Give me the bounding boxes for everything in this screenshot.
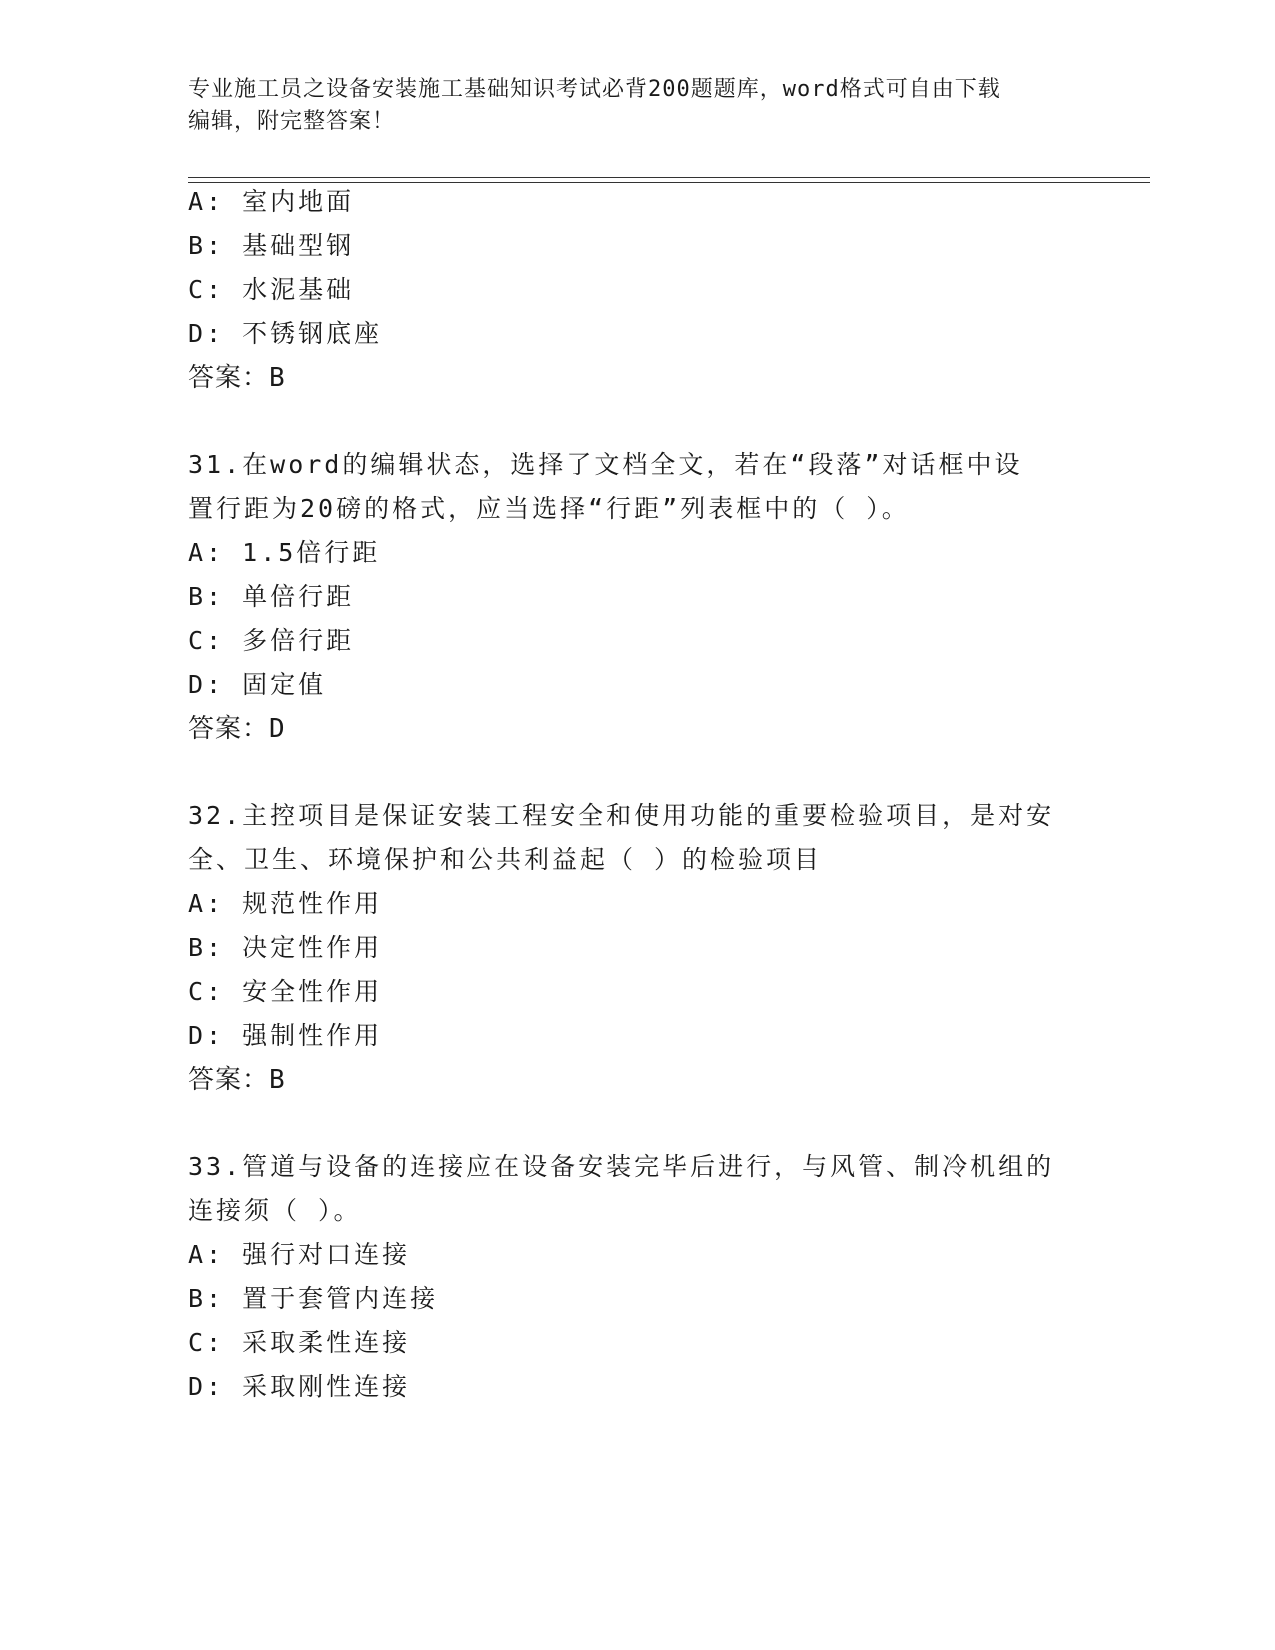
document-header (188, 74, 1088, 138)
q30-option-d: D: 不锈钢底座 (188, 319, 383, 348)
header-divider-top (188, 177, 1150, 178)
q30-option-a: A: 室内地面 (188, 187, 355, 216)
q30-answer: 答案：B (188, 363, 286, 393)
q32-stem-line-1: 32.主控项目是保证安装工程安全和使用功能的重要检验项目，是对安 (188, 801, 1055, 830)
q31-option-c: C: 多倍行距 (188, 626, 355, 655)
q33-option-b: B: 置于套管内连接 (188, 1284, 439, 1313)
q31-answer: 答案：D (188, 714, 286, 744)
q32-option-c: C: 安全性作用 (188, 977, 383, 1006)
q33-stem-line-2: 连接须（ ）。 (188, 1196, 362, 1225)
q32-option-a: A: 规范性作用 (188, 889, 383, 918)
header-divider-bottom (188, 182, 1150, 183)
q33-option-d: D: 采取刚性连接 (188, 1372, 411, 1401)
q30-option-b: B: 基础型钢 (188, 231, 355, 260)
q32-option-b: B: 决定性作用 (188, 933, 383, 962)
q31-option-a: A: 1.5倍行距 (188, 538, 381, 567)
header-line-2: 编辑，附完整答案！ (188, 109, 396, 134)
q33-option-c: C: 采取柔性连接 (188, 1328, 411, 1357)
q31-option-b: B: 单倍行距 (188, 582, 355, 611)
q31-stem-line-1: 31.在word的编辑状态，选择了文档全文，若在“段落”对话框中设 (188, 450, 1023, 479)
q31-option-d: D: 固定值 (188, 670, 327, 699)
q32-answer: 答案：B (188, 1065, 286, 1095)
q33-option-a: A: 强行对口连接 (188, 1240, 411, 1269)
q31-stem-line-2: 置行距为20磅的格式，应当选择“行距”列表框中的（ ）。 (188, 494, 910, 523)
q30-option-c: C: 水泥基础 (188, 275, 355, 304)
header-line-1: 专业施工员之设备安装施工基础知识考试必背200题题库，word格式可自由下载 (188, 77, 1001, 102)
q32-stem-line-2: 全、卫生、环境保护和公共利益起（ ）的检验项目 (188, 845, 823, 874)
q32-option-d: D: 强制性作用 (188, 1021, 383, 1050)
q33-stem-line-1: 33.管道与设备的连接应在设备安装完毕后进行，与风管、制冷机组的 (188, 1152, 1055, 1181)
